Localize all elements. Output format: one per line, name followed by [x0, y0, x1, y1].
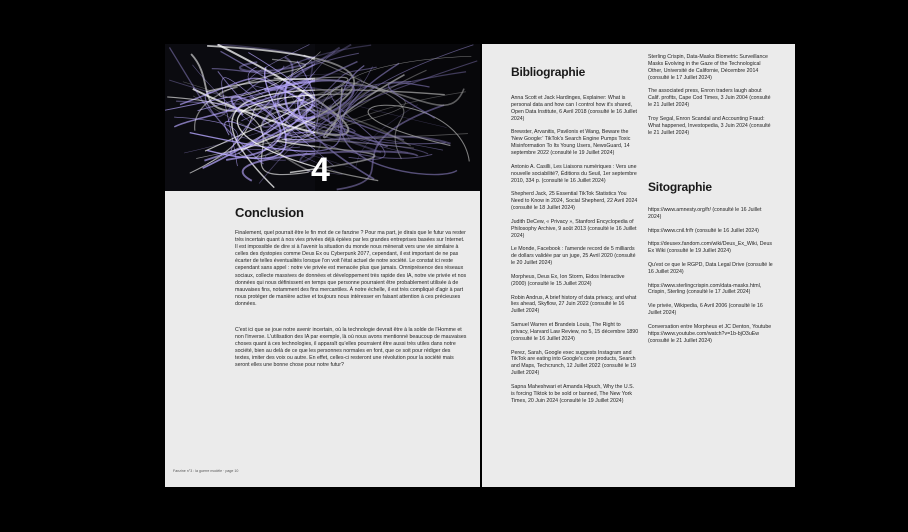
left-page — [165, 44, 480, 487]
bibliography-entry: Troy Segal, Enron Scandal and Accounting Fraud: What happened, Investopedia, 3 Juin 2024 (consulté le 21 Juillet 2024) — [648, 115, 771, 136]
bibliography-entry: Antonio A. Casilli, Les Liaisons numériques : Vers une nouvelle sociabilité?, Éditions du Seuil, 1er septembre 2010, 334 p. (consulté le 16 Juillet 2024) — [511, 163, 637, 184]
bibliography-list-1 — [511, 95, 639, 411]
sitography-entry: https://www.sterlingcrispin.com/data-masks.html, Crispin, Sterling (consulté le 17 Juillet 2024) — [648, 282, 762, 296]
sitography-entry: https://www.cnil.fr/fr (consulté le 16 Juillet 2024) — [648, 227, 759, 234]
bibliography-entry: Morpheus, Deus Ex, Ion Storm, Eidos Interactive (2000) (consulté le 15 Juillet 2024) — [511, 273, 625, 287]
sitography-heading: Sitographie — [648, 180, 712, 194]
bibliography-entry: Le Monde, Facebook : l'amende record de 5 milliards de dollars validée par un juge, 25 Avril 2020 (consulté le 20 Juillet 2024) — [511, 246, 636, 267]
bibliography-entry: Robin Andrus, A brief history of data privacy, and what lies ahead, Skyflow, 27 Juin 2022 (consulté le 16 Juillet 2024) — [511, 294, 637, 315]
bibliography-entry: Perez, Sarah, Google exec suggests Instagram and TikTok are eating into Google's core products, Search and Maps, Techcrunch, 12 Juillet 2022 (consulté le 19 Juillet 2024) — [511, 349, 637, 377]
bibliography-entry: The associated press, Enron traders laugh about Calif. profits, Cape Cod Times, 3 Juin 2004 (consulté le 21 Juillet 2024) — [648, 88, 771, 109]
sitography-entry: Qu'est ce que le RGPD, Data Legal Drive (consulté le 16 Juillet 2024) — [648, 261, 773, 275]
bibliography-entry: Samuel Warren et Brandeis Louis, The Right to privacy, Harvard Law Review, no 5, 15 décembre 1890 (consulté le 16 Juillet 2024) — [511, 322, 639, 342]
photo-shadow — [315, 44, 480, 191]
conclusion-heading: Conclusion — [235, 205, 304, 220]
bibliography-list-2 — [648, 54, 774, 143]
bibliography-entry: Sterling Crispin, Data-Masks Biometric Surveillance Masks Evolving in the Gaze of the Technological Other, Université de Californie, Décembre 2014 (consulté le 17 Juillet 2024) — [648, 54, 768, 81]
sitography-list — [648, 207, 774, 351]
sitography-entry: https://www.amnesty.org/fr/ (consulté le 16 Juillet 2024) — [648, 207, 762, 220]
bibliography-entry: Shepherd Jack, 25 Essential TikTok Statistics You Need to Know in 2024, Social Shepherd, 22 Avril 2024 (consulté le 18 Juillet 2024) — [511, 191, 638, 212]
bibliography-heading: Bibliographie — [511, 65, 586, 79]
conclusion-paragraph-1: Finalement, quel pourrait être le fin mot de ce fanzine ? Pour ma part, je dirais que le futur va rester très incertain quant à nos vies privées déjà épiées par les grandes entreprises basées sur Internet. Il est impossible de dire si à l'avenir la situation du monde nous mènerait vers une vie similaire à celles des dystopies comme Deus Ex ou Cyberpunk 2077, cependant, il est important de ne pas écarter de telles éventualités lorsque l'on voit l'état actuel de notre société. Le constat ici reste cependant sans appel : notre vie privée est menacée plus que jamais. Omniprésence des réseaux sociaux, collecte massives de données et développement très rapide des IA, notre vie privée et nos données qui nous définissent en temps que personne pourraient être probablement utilisée à de mauvaises fins, notamment des fins mercantiles. À notre échelle, il est très compliqué d'agir à part nous protéger de manière active et toujours nous intéresser en faisant attention à ces précieuses données. — [235, 230, 467, 307]
bibliography-entry: Judith DeCew, « Privacy », Stanford Encyclopedia of Philosophy Archive, 9 août 2013 (consulté le 16 Juillet 2024) — [511, 218, 637, 239]
bibliography-entry: Brewster, Arvanitis, Pavilonis et Wang, Beware the 'New Google:' TikTok's Search Engine Pumps Toxic Misinformation To Its Young Users, NewsGuard, 14 septembre 2022 (consulté le 19 Juillet 2024) — [511, 129, 631, 157]
conclusion-paragraph-2: C'est ici que se joue notre avenir incertain, où la technologie devrait être à la solde de l'Homme et non l'inverse. L'utilisation des IA par exemple, là où nous avons mentionné beaucoup de mauvaises choses quant à ces technologies, il apparaît qu'elles pourraient être aussi très utiles dans notre société, bien au delà de ce que les personnes normales en font, que ce soit pour rédiger des textes, imiter des voix ou autre. En effet, celles-ci resteront une révolution pour la société mais seront elles une bonne chose pour notre futur? — [235, 327, 467, 369]
sitography-entry: Conversation entre Morpheus et JC Denton, Youtube https://www.youtube.com/watch?v=1b-bjO3uEw (consulté le 21 Juillet 2024) — [648, 323, 772, 344]
bibliography-entry: Sapna Maheshwari et Amanda Hlpuch, Why the U.S. is forcing Tiktok to be sold or banned, The New York Times, 20 Juin 2024 (consulté le 19 Juillet 2024) — [511, 383, 635, 404]
sitography-entry: https://deusex.fandom.com/wiki/Deus_Ex_Wiki, Deus Ex Wiki (consulté le 19 Juillet 2024) — [648, 241, 773, 255]
hero-image — [165, 44, 480, 191]
page-footer: Fanzine n°3 : la guerre modèle · page 10 — [173, 469, 239, 473]
chapter-number: 4 — [311, 151, 329, 189]
sitography-entry: Vie privée, Wikipedia, 6 Avril 2006 (consulté le 16 Juillet 2024) — [648, 303, 763, 317]
bibliography-entry: Anna Scott et Jack Hardinges, Explainer: What is personal data and how can I control how it's shared, Open Data Institute, 6 Avril 2018 (consulté le 16 Juillet 2024) — [511, 95, 637, 122]
right-page — [482, 44, 795, 487]
